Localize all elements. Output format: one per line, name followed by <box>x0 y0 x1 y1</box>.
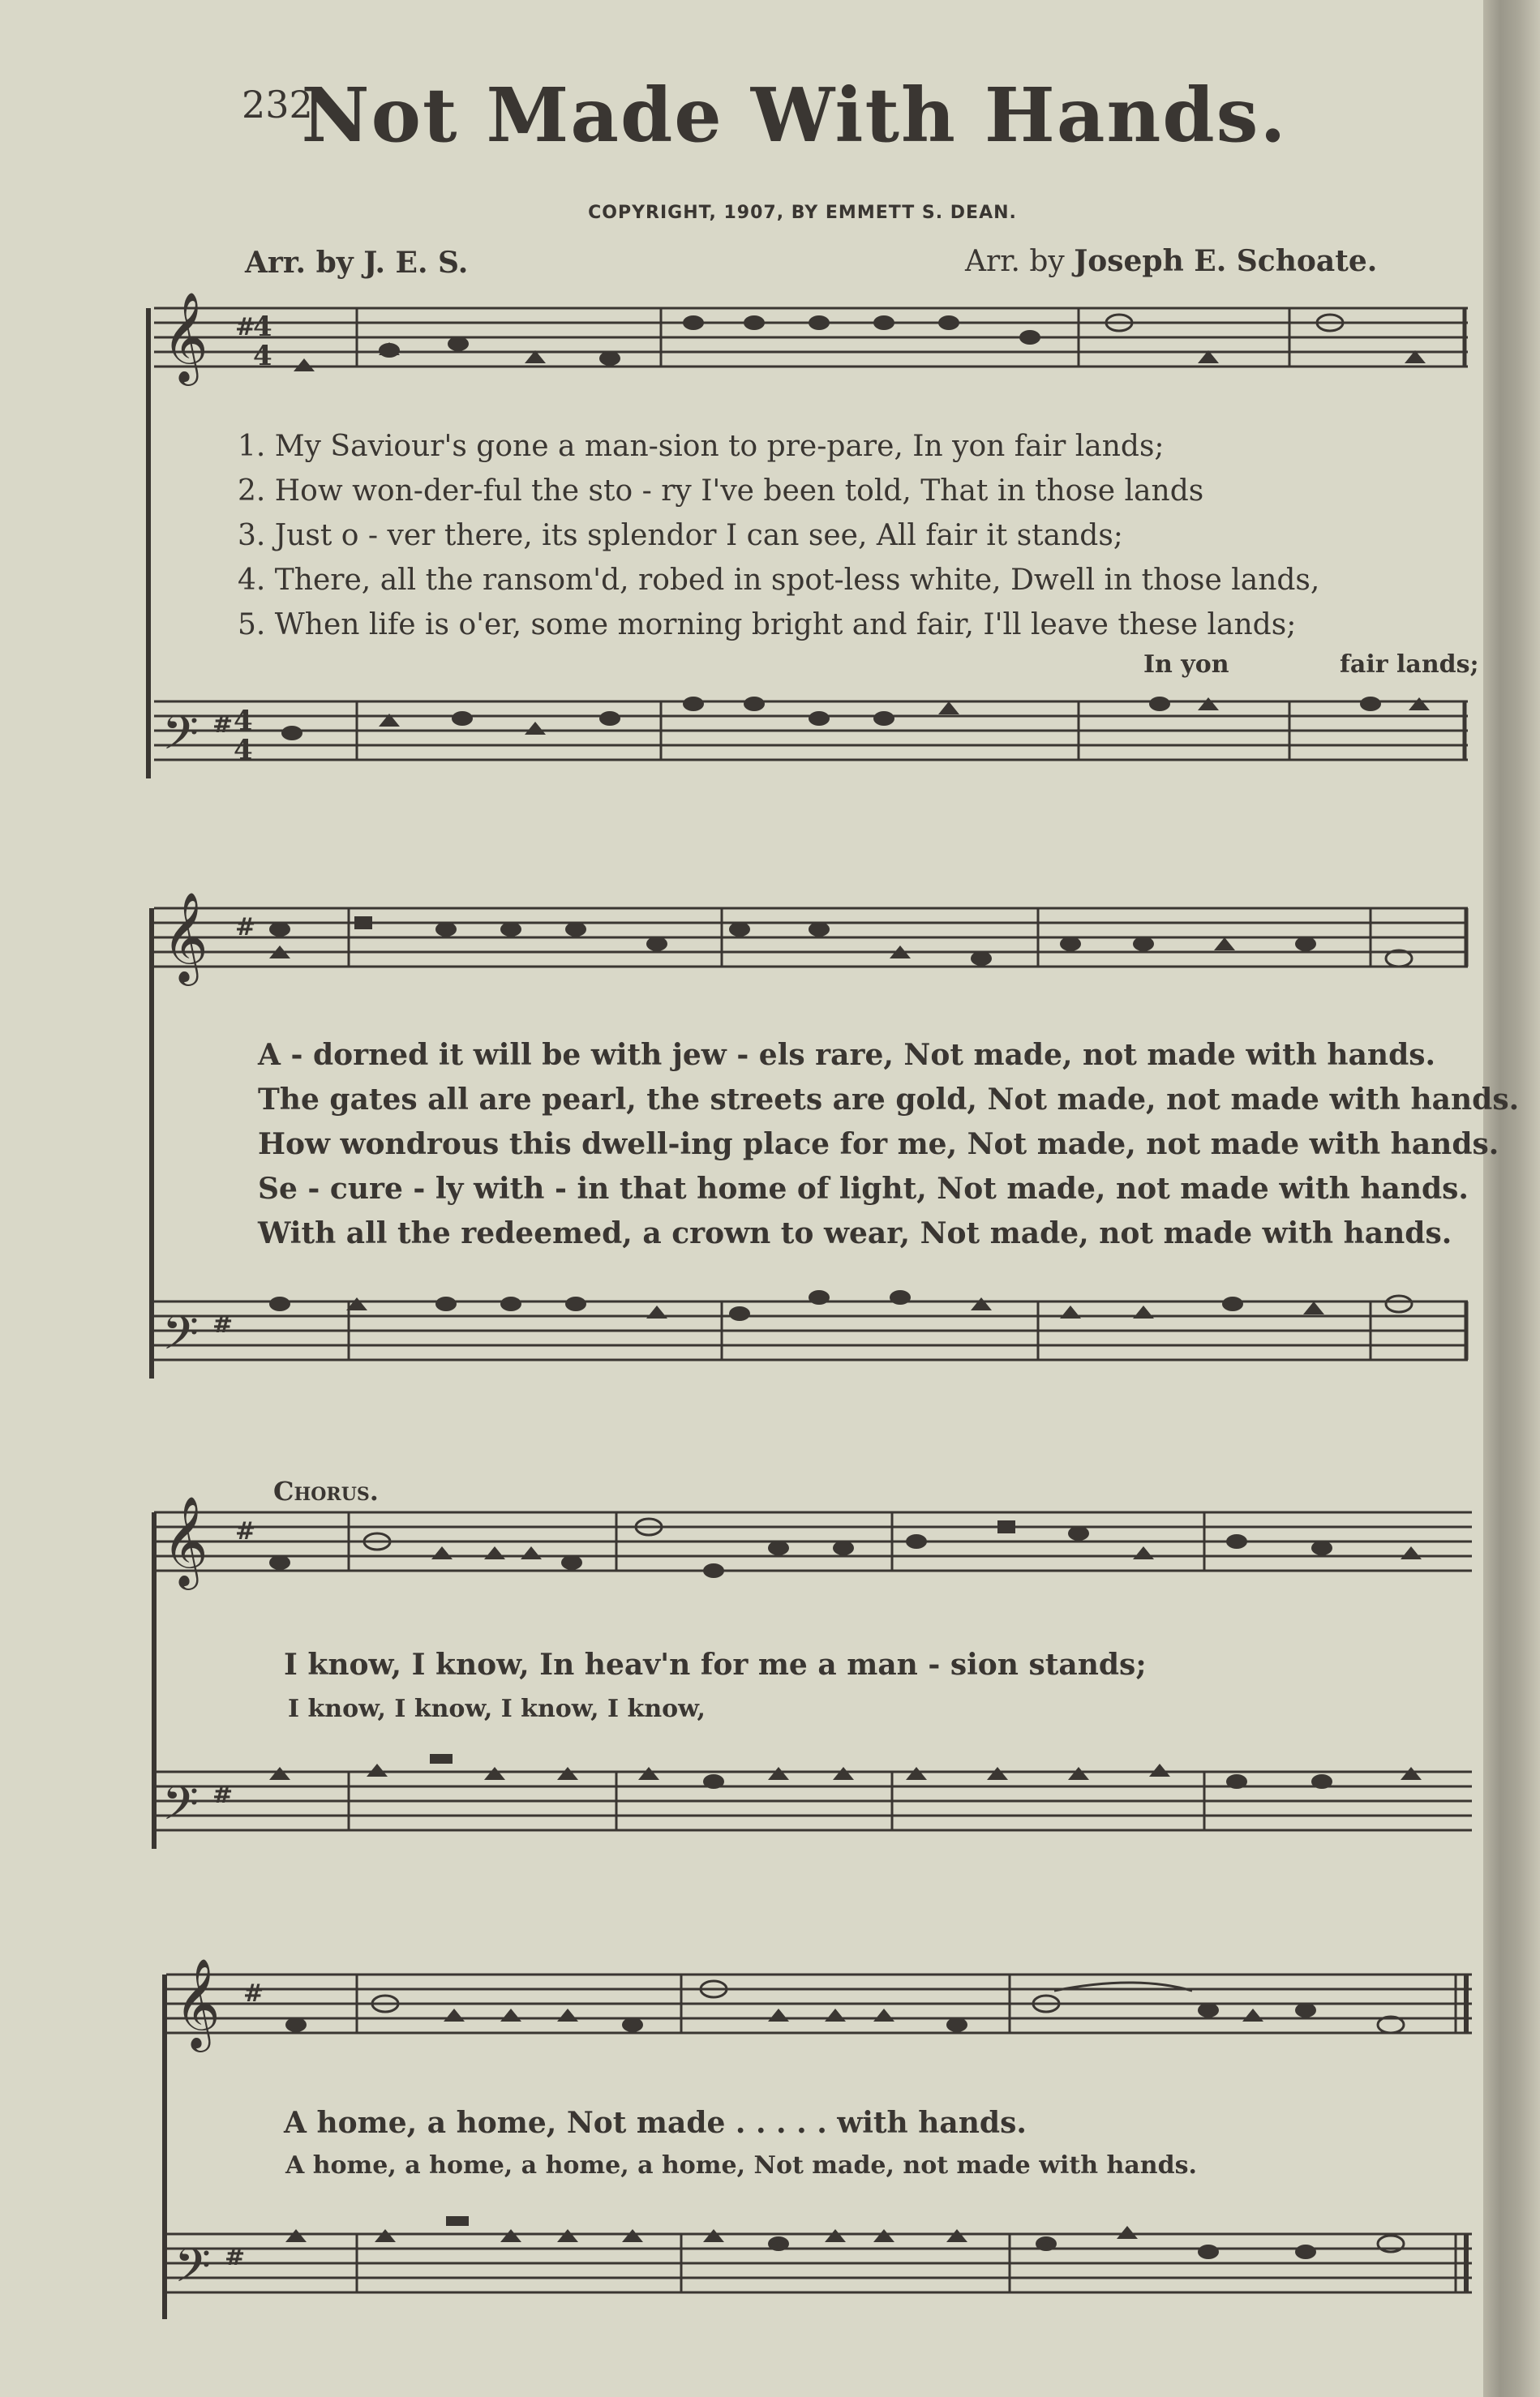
svg-text:𝄞: 𝄞 <box>162 1496 208 1586</box>
svg-text:𝄞: 𝄞 <box>162 892 208 982</box>
chorus-line-1-echo: I know, I know, I know, I know, <box>288 1695 706 1723</box>
verse2-line-4: Se - cure - ly with - in that home of light, Not made, not made with hands. <box>258 1172 1469 1206</box>
verse-line-1: 1. My Saviour's gone a man-sion to pre-pare, In yon fair lands; <box>238 430 1165 463</box>
svg-text:𝄢: 𝄢 <box>162 705 199 772</box>
arranger-left: Arr. by J. E. S. <box>245 246 469 280</box>
chorus-label: Chorus. <box>273 1476 379 1507</box>
chorus-line-1: I know, I know, In heav'n for me a man - sion stands; <box>284 1648 1147 1682</box>
verse-line-4: 4. There, all the ransom'd, robed in spot-less white, Dwell in those lands, <box>238 564 1320 597</box>
music-system-3 <box>0 1496 1540 1869</box>
chorus-line-2-echo: A home, a home, a home, a home, Not made, not made with hands. <box>285 2151 1197 2180</box>
svg-text:𝄢: 𝄢 <box>162 1306 199 1372</box>
svg-text:4: 4 <box>253 311 272 343</box>
verse2-line-1: A - dorned it will be with jew - els rare, Not made, not made with hands. <box>258 1038 1436 1072</box>
verse-line-5: 5. When life is o'er, some morning bright and fair, I'll leave these lands; <box>238 608 1297 641</box>
svg-text:#: # <box>243 1979 264 2008</box>
verse2-line-5: With all the redeemed, a crown to wear, Not made, not made with hands. <box>258 1216 1452 1250</box>
svg-text:#: # <box>212 710 234 739</box>
chorus-line-2: A home, a home, Not made . . . . . with hands. <box>284 2106 1027 2140</box>
hymn-title: Not Made With Hands. <box>301 71 1288 159</box>
svg-text:#: # <box>235 1517 256 1546</box>
svg-text:𝄞: 𝄞 <box>174 1958 221 2048</box>
bass-echo-fair-lands: fair lands; <box>1340 650 1479 679</box>
page-number: 232 <box>242 83 313 126</box>
arranger-right-prefix: Arr. by <box>965 245 1065 278</box>
svg-text:𝄢: 𝄢 <box>174 2238 212 2305</box>
svg-text:#: # <box>212 1310 234 1339</box>
svg-text:#: # <box>235 313 256 341</box>
svg-text:4: 4 <box>234 734 253 766</box>
verse2-line-2: The gates all are pearl, the streets are gold, Not made, not made with hands. <box>258 1083 1520 1117</box>
svg-text:#: # <box>225 2243 246 2271</box>
verse-line-2: 2. How won-der-ful the sto - ry I've been told, That in those lands <box>238 474 1204 508</box>
verse2-line-3: How wondrous this dwell-ing place for me, Not made, not made with hands. <box>258 1127 1499 1161</box>
verse-line-3: 3. Just o - ver there, its splendor I can see, All fair it stands; <box>238 519 1123 552</box>
copyright-line: COPYRIGHT, 1907, BY EMMETT S. DEAN. <box>588 203 1017 223</box>
svg-text:𝄢: 𝄢 <box>162 1776 199 1842</box>
svg-text:#: # <box>212 1781 234 1809</box>
bass-echo-in-yon: In yon <box>1143 650 1229 679</box>
svg-text:𝄞: 𝄞 <box>162 292 208 382</box>
svg-text:4: 4 <box>253 340 272 372</box>
svg-text:4: 4 <box>234 705 253 737</box>
arranger-right <box>965 244 1377 278</box>
arranger-right-name: Joseph E. Schoate. <box>1074 244 1378 278</box>
svg-text:#: # <box>235 913 256 941</box>
